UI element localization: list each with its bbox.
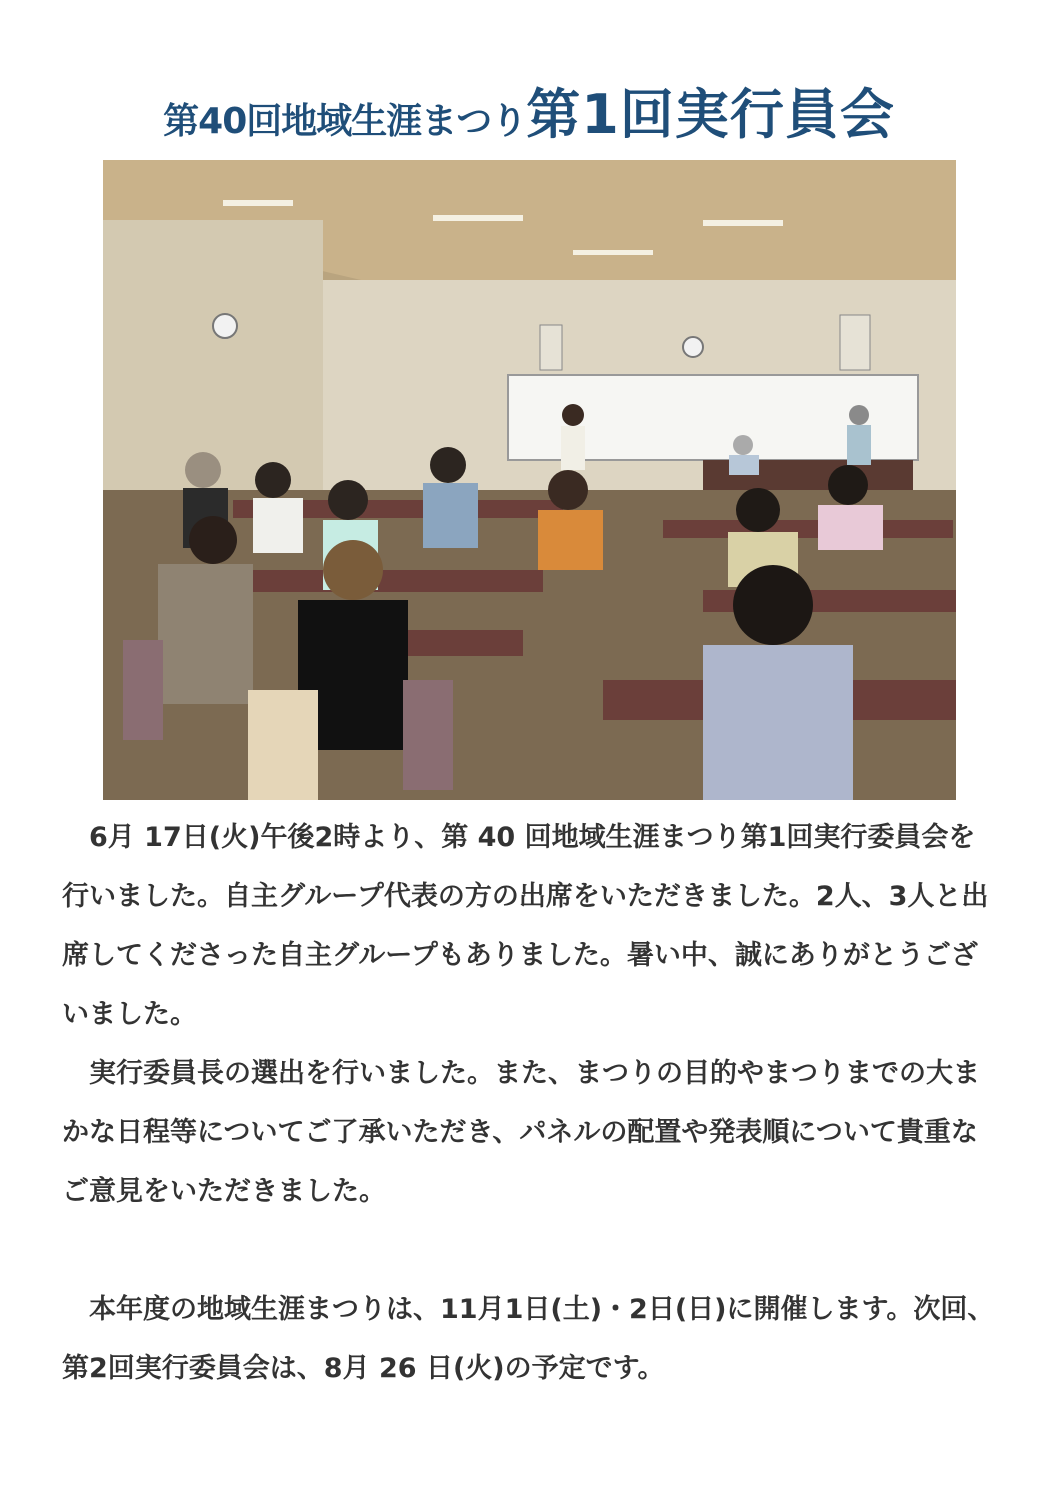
desk-row [663,520,953,538]
person-head [189,516,237,564]
report-body [62,808,997,1398]
person-head [736,488,780,532]
chair [403,680,453,790]
meeting-photo-illustration [103,160,956,800]
title-event-name: 第40回地域生涯まつり [163,101,527,142]
ceiling-light [573,250,653,255]
chair [123,640,163,740]
person-body [423,483,478,548]
person-body [538,510,603,570]
wall-clock-icon [683,337,703,357]
person-body [847,425,871,465]
paragraph-spacer [62,1221,997,1280]
person-head [849,405,869,425]
person-head [323,540,383,600]
person-body [253,498,303,553]
speaker-icon [840,315,870,370]
ceiling-light [433,215,523,221]
person-head [328,480,368,520]
person-body [729,455,759,475]
person-head [562,404,584,426]
person-body [703,645,853,800]
person-head [733,565,813,645]
ceiling-light [703,220,783,226]
wall-clock-icon [213,314,237,338]
paragraph-meeting-summary: 6月 17日(火)午後2時より、第 40 回地域生涯まつり第1回実行委員会を行いました。自主グループ代表の方の出席をいただきました。2人、3人と出席してくださった自主グループもありました。暑い中、誠にありがとうございました。 [62,822,989,1030]
person-head [548,470,588,510]
paragraph-schedule: 本年度の地域生涯まつりは、11月1日(土)・2日(日)に開催します。次回、第2回実行委員会は、8月 26 日(火)の予定です。 [62,1294,995,1384]
person-head [430,447,466,483]
meeting-photo [103,160,956,800]
person-body [561,426,585,470]
person-body [818,505,883,550]
person-head [828,465,868,505]
person-body [158,564,253,704]
person-head [255,462,291,498]
person-head [733,435,753,455]
person-head [185,452,221,488]
title-meeting-name: 第1回実行員会 [526,83,895,146]
backpack-icon [248,690,318,800]
speaker-icon [540,325,562,370]
paragraph-agenda: 実行委員長の選出を行いました。また、まつりの目的やまつりまでの大まかな日程等についてご了承いただき、パネルの配置や発表順について貴重なご意見をいただきました。 [62,1058,980,1207]
ceiling-light [223,200,293,206]
page-title [0,72,1058,149]
